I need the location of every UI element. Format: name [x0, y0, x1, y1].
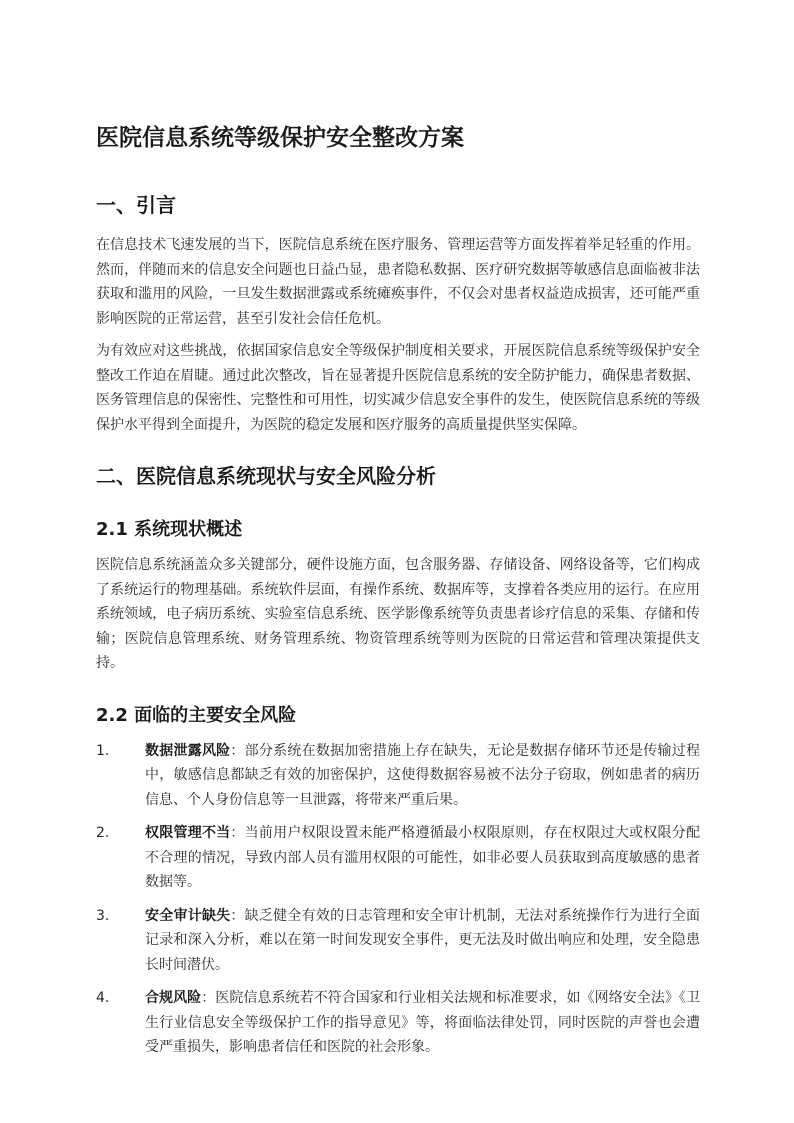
risk-term: 数据泄露风险 — [145, 742, 231, 759]
subsection-heading-risks: 2.2 面临的主要安全风险 — [96, 704, 297, 726]
risk-list — [96, 739, 700, 1060]
risk-description: ：缺乏健全有效的日志管理和安全审计机制，无法对系统操作行为进行全面记录和深入分析，难以在第一时间发现安全事件，更无法及时做出响应和处理，安全隐患长时间潜伏。 — [145, 907, 700, 973]
section-heading-analysis: 二、医院信息系统现状与安全风险分析 — [96, 464, 436, 488]
risk-item — [96, 904, 700, 978]
overview-paragraph: 医院信息系统涵盖众多关键部分，硬件设施方面，包含服务器、存储设备、网络设备等，它们构成了系统运行的物理基础。系统软件层面，有操作系统、数据库等，支撑着各类应用的运行。在应用系统领域，电子病历系统、实验室信息系统、医学影像系统等负责患者诊疗信息的采集、存储和传输；医院信息管理系统、财务管理系统、物资管理系统等则为医院的日常运营和管理决策提供支持。 — [96, 557, 700, 671]
document-page — [96, 118, 700, 1069]
section-heading-intro: 一、引言 — [96, 193, 176, 217]
risk-item — [96, 739, 700, 813]
list-number: 1. — [96, 742, 110, 759]
intro-paragraph-1: 在信息技术飞速发展的当下，医院信息系统在医疗服务、管理运营等方面发挥着举足轻重的作用。然而，伴随而来的信息安全问题也日益凸显，患者隐私数据、医疗研究数据等敏感信息面临被非法获取和滥用的风险，一旦发生数据泄露或系统瘫痪事件，不仅会对患者权益造成损害，还可能严重影响医院的正常运营，甚至引发社会信任危机。 — [96, 237, 700, 327]
list-number: 4. — [96, 990, 110, 1006]
risk-description: ：部分系统在数据加密措施上存在缺失，无论是数据存储环节还是传输过程中，敏感信息都缺乏有效的加密保护，这使得数据容易被不法分子窃取，例如患者的病历信息、个人身份信息等一旦泄露，将带来严重后果。 — [145, 742, 700, 808]
risk-description: ：当前用户权限设置未能严格遵循最小权限原则，存在权限过大或权限分配不合理的情况，导致内部人员有滥用权限的可能性，如非必要人员获取到高度敏感的患者数据等。 — [145, 825, 700, 890]
subsection-heading-overview: 2.1 系统现状概述 — [96, 519, 243, 540]
risk-description: ：医院信息系统若不符合国家和行业相关法规和标准要求，如《网络安全法》《卫生行业信息安全等级保护工作的指导意见》等，将面临法律处罚，同时医院的声誉也会遭受严重损失，影响患者信任和医院的社会形象。 — [145, 990, 701, 1055]
risk-item — [96, 986, 700, 1060]
risk-item — [96, 821, 700, 895]
risk-term: 权限管理不当 — [145, 825, 231, 841]
list-number: 2. — [96, 825, 110, 841]
intro-paragraph-2: 为有效应对这些挑战，依据国家信息安全等级保护制度相关要求，开展医院信息系统等级保护安全整改工作迫在眉睫。通过此次整改，旨在显著提升医院信息系统的安全防护能力，确保患者数据、医务管理信息的保密性、完整性和可用性，切实减少信息安全事件的发生，使医院信息系统的等级保护水平得到全面提升，为医院的稳定发展和医疗服务的高质量提供坚实保障。 — [96, 343, 700, 433]
risk-term: 安全审计缺失 — [145, 907, 231, 924]
document-title: 医院信息系统等级保护安全整改方案 — [96, 125, 464, 151]
risk-term: 合规风险 — [145, 990, 202, 1006]
list-number: 3. — [96, 907, 110, 924]
